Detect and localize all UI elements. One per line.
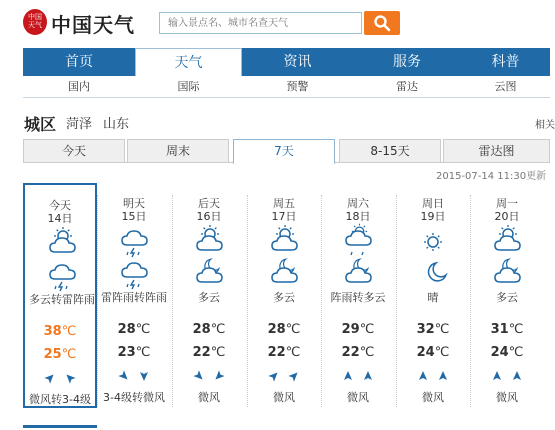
day-date: 15日 xyxy=(121,210,147,223)
wind-level: 微风 xyxy=(198,391,220,404)
temperature-unit: ℃ xyxy=(359,322,375,337)
wind-direction-icon xyxy=(44,372,56,387)
day-date: 18日 xyxy=(345,210,371,223)
province-name[interactable]: 山东 xyxy=(103,117,130,132)
day-name: 周五 xyxy=(273,197,295,210)
wind-direction xyxy=(396,370,470,385)
temperature-high xyxy=(247,322,321,337)
wind-direction xyxy=(97,370,171,385)
cloudy-sun-icon xyxy=(47,228,79,263)
wind-direction-icon xyxy=(288,370,300,385)
forecast-day[interactable] xyxy=(247,183,321,408)
temperature-high xyxy=(172,322,246,337)
search-button[interactable] xyxy=(364,11,400,35)
temperature-low xyxy=(470,345,544,360)
main-nav xyxy=(23,48,550,76)
shower-sun-icon xyxy=(343,226,375,261)
weather-description: 阵雨转多云 xyxy=(330,291,386,304)
tab-1[interactable]: 周末 xyxy=(127,139,229,163)
temperature-unit: ℃ xyxy=(434,322,450,337)
cloudy-moon-icon xyxy=(269,258,301,293)
thunder-shower-icon xyxy=(119,258,151,293)
day-name: 后天 xyxy=(198,197,220,210)
day-date: 14日 xyxy=(47,212,73,225)
logo-seal-text: 中国 天气 xyxy=(28,13,42,29)
city-title: 城区 xyxy=(24,115,57,134)
temperature-low-value: 24 xyxy=(490,345,509,360)
weather-description: 多云 xyxy=(273,291,295,304)
wind-direction-icon xyxy=(362,370,374,385)
day-date: 20日 xyxy=(494,210,520,223)
temperature-low xyxy=(172,345,246,360)
day-name: 周一 xyxy=(496,197,518,210)
temperature-unit: ℃ xyxy=(434,345,450,360)
forecast-day[interactable] xyxy=(172,183,246,408)
weather-description: 雷阵雨转阵雨 xyxy=(101,291,167,304)
temperature-low xyxy=(97,345,171,360)
day-name: 今天 xyxy=(49,199,71,212)
wind-direction-icon xyxy=(64,372,76,387)
wind-direction-icon xyxy=(491,370,503,385)
wind-direction xyxy=(172,370,246,385)
temperature-high xyxy=(470,322,544,337)
nav-item-3[interactable]: 服务 xyxy=(393,54,421,70)
temperature-high-value: 32 xyxy=(416,322,435,337)
wind-direction-icon xyxy=(118,370,130,385)
temperature-low-value: 22 xyxy=(192,345,211,360)
wind-level: 微风 xyxy=(347,391,369,404)
wind-direction xyxy=(25,372,95,387)
temperature-low-value: 23 xyxy=(117,345,136,360)
temperature-low-value: 24 xyxy=(416,345,435,360)
temperature-low-value: 25 xyxy=(43,347,62,362)
wind-direction-icon xyxy=(193,370,205,385)
temperature-low xyxy=(396,345,470,360)
temperature-unit: ℃ xyxy=(359,345,375,360)
forecast-day[interactable] xyxy=(396,183,470,408)
temperature-low xyxy=(247,345,321,360)
tab-0[interactable]: 今天 xyxy=(23,139,125,163)
related-link[interactable]: 相关 xyxy=(535,120,555,131)
weather-description: 晴 xyxy=(427,291,439,304)
search-input[interactable] xyxy=(159,12,362,34)
thunder-shower-icon xyxy=(47,260,79,295)
temperature-unit: ℃ xyxy=(508,345,524,360)
subnav-item-2[interactable]: 预警 xyxy=(286,80,309,93)
temperature-high-value: 29 xyxy=(341,322,360,337)
search-icon xyxy=(373,14,391,32)
wind-direction xyxy=(247,370,321,385)
update-time: 2015-07-14 11:30更新 xyxy=(436,171,547,182)
temperature-unit: ℃ xyxy=(285,322,301,337)
day-name: 明天 xyxy=(123,197,145,210)
nav-item-2[interactable]: 资讯 xyxy=(283,54,312,70)
temperature-high-value: 28 xyxy=(192,322,211,337)
day-date: 17日 xyxy=(271,210,297,223)
wind-level: 微风 xyxy=(496,391,518,404)
temperature-unit: ℃ xyxy=(210,322,226,337)
city-name[interactable]: 菏泽 xyxy=(66,117,93,132)
tab-3[interactable]: 8-15天 xyxy=(339,139,441,163)
temperature-high-value: 28 xyxy=(267,322,286,337)
thunder-shower-icon xyxy=(119,226,151,261)
logo-seal[interactable] xyxy=(23,9,47,35)
tab-2[interactable]: 7天 xyxy=(233,139,335,164)
forecast-day[interactable] xyxy=(23,183,97,408)
tab-4[interactable]: 雷达图 xyxy=(443,139,550,163)
wind-direction-icon xyxy=(417,370,429,385)
temperature-high-value: 28 xyxy=(117,322,136,337)
wind-direction-icon xyxy=(342,370,354,385)
forecast-day[interactable] xyxy=(321,183,395,408)
temperature-unit: ℃ xyxy=(135,322,151,337)
wind-direction xyxy=(470,370,544,385)
wind-direction-icon xyxy=(268,370,280,385)
wind-level: 微风 xyxy=(273,391,295,404)
wind-direction-icon xyxy=(511,370,523,385)
temperature-unit: ℃ xyxy=(135,345,151,360)
temperature-low-value: 22 xyxy=(267,345,286,360)
temperature-high-value: 38 xyxy=(43,324,62,339)
temperature-high xyxy=(396,322,470,337)
temperature-high xyxy=(321,322,395,337)
subnav-item-0[interactable]: 国内 xyxy=(68,80,90,93)
wind-level: 微风 xyxy=(422,391,444,404)
temperature-unit: ℃ xyxy=(508,322,524,337)
temperature-high xyxy=(25,324,95,339)
weather-description: 多云转雷阵雨 xyxy=(29,293,95,306)
sunny-icon xyxy=(418,226,450,261)
cloudy-sun-icon xyxy=(492,226,524,261)
day-date: 19日 xyxy=(420,210,446,223)
day-name: 周六 xyxy=(347,197,369,210)
cloudy-moon-icon xyxy=(492,258,524,293)
weather-description: 多云 xyxy=(496,291,518,304)
temperature-unit: ℃ xyxy=(61,347,77,362)
temperature-low-value: 22 xyxy=(341,345,360,360)
header xyxy=(0,0,550,46)
temperature-low xyxy=(321,345,395,360)
forecast-day[interactable] xyxy=(470,183,544,408)
day-date: 16日 xyxy=(196,210,222,223)
wind-direction-icon xyxy=(138,370,150,385)
logo-text[interactable]: 中国天气 xyxy=(51,13,135,37)
wind-level: 3-4级转微风 xyxy=(103,391,165,404)
sub-nav xyxy=(23,76,550,98)
temperature-low xyxy=(25,347,95,362)
nav-item-4[interactable]: 科普 xyxy=(491,54,520,70)
temperature-high xyxy=(97,322,171,337)
temperature-unit: ℃ xyxy=(210,345,226,360)
subnav-item-4[interactable]: 云图 xyxy=(494,80,517,93)
subnav-item-1[interactable]: 国际 xyxy=(177,80,200,93)
cloudy-moon-icon xyxy=(343,258,375,293)
temperature-high-value: 31 xyxy=(490,322,509,337)
wind-direction xyxy=(321,370,395,385)
forecast-day[interactable] xyxy=(97,183,171,408)
cloudy-sun-icon xyxy=(269,226,301,261)
weather-description: 多云 xyxy=(198,291,220,304)
subnav-item-3[interactable]: 雷达 xyxy=(396,80,418,93)
wind-direction-icon xyxy=(437,370,449,385)
day-name: 周日 xyxy=(422,197,444,210)
cloudy-moon-icon xyxy=(194,258,226,293)
nav-item-0[interactable]: 首页 xyxy=(65,54,93,70)
cloudy-sun-icon xyxy=(194,226,226,261)
selected-underline xyxy=(23,425,97,428)
temperature-unit: ℃ xyxy=(285,345,301,360)
wind-level: 微风转3-4级 xyxy=(29,393,91,406)
forecast-tabs xyxy=(23,139,550,163)
temperature-unit: ℃ xyxy=(61,324,77,339)
wind-direction-icon xyxy=(213,370,225,385)
nav-item-1[interactable]: 天气 xyxy=(135,48,242,76)
moon-icon xyxy=(418,258,450,293)
